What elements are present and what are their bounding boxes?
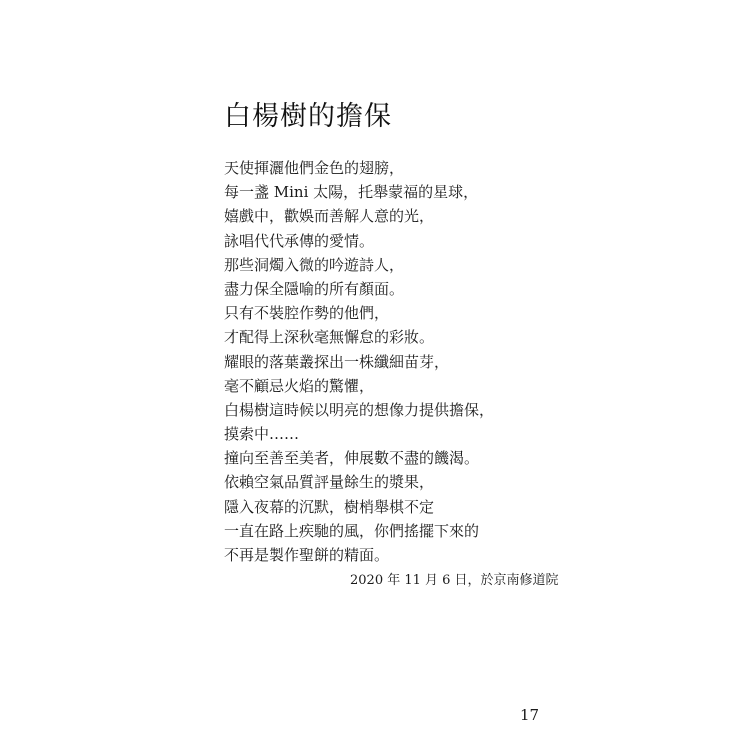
poem-line: 摸索中……	[224, 425, 300, 444]
poem-body	[224, 156, 544, 567]
poem-line: 撞向至善至美者，伸展數不盡的饑渴。	[224, 449, 480, 468]
poem-line: 那些洞燭入微的吟遊詩人，	[224, 255, 405, 274]
poem-line: 毫不顧忌火焰的驚懼，	[224, 376, 375, 395]
poem-line: 不再是製作聖餅的精面。	[224, 546, 390, 564]
poem-dateline: 2020 年 11 月 6 日，於京南修道院	[350, 573, 559, 588]
poem-line: 依賴空氣品質評量餘生的漿果，	[224, 473, 435, 492]
page-number: 17	[520, 706, 540, 724]
poem-line: 耀眼的落葉叢探出一株纖細苗芽，	[224, 352, 450, 371]
poem-line: 每一盞 Mini 太陽，托舉蒙福的星球，	[224, 183, 479, 202]
poem-line: 白楊樹這時候以明亮的想像力提供擔保，	[224, 400, 495, 419]
poem-line: 才配得上深秋毫無懈怠的彩妝。	[224, 328, 435, 347]
poem-line: 盡力保全隱喻的所有顏面。	[224, 279, 405, 298]
poem-line: 嬉戲中，歡娛而善解人意的光，	[224, 207, 435, 226]
poem-line: 一直在路上疾馳的風，你們搖擺下來的	[224, 521, 480, 540]
poem-title: 白楊樹的擔保	[224, 101, 392, 132]
poem-line: 詠唱代代承傳的愛情。	[224, 231, 375, 250]
poem-line: 天使揮灑他們金色的翅膀，	[224, 159, 405, 177]
poem-line: 隱入夜幕的沉默，樹梢舉棋不定	[224, 497, 435, 516]
poem-line: 只有不裝腔作勢的他們，	[224, 304, 390, 323]
